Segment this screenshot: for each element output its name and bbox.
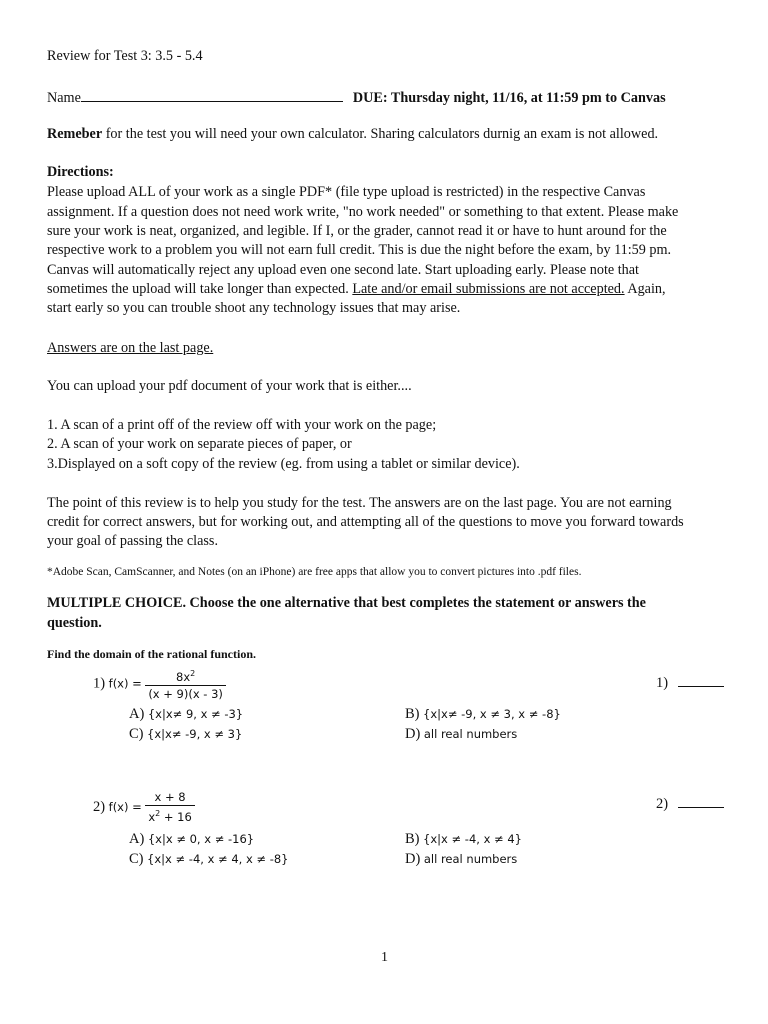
name-line bbox=[47, 87, 666, 107]
question-2 bbox=[93, 790, 195, 825]
denominator: (x + 9)(x - 3) bbox=[148, 687, 223, 701]
numerator: $8x^2$ bbox=[145, 666, 226, 686]
answer-slot-1[interactable] bbox=[656, 674, 724, 692]
answer-label: 1) bbox=[656, 675, 669, 691]
document-title: Review for Test 3: 3.5 - 5.4 bbox=[47, 48, 203, 64]
directions-line: Please upload ALL of your work as a single PDF* (file type upload is restricted) in the respective Canvas bbox=[47, 184, 646, 200]
purpose-line: credit for correct answers, but for working out, and attempting all of the questions to move you forward towards bbox=[47, 514, 684, 530]
rational-expression bbox=[145, 666, 226, 702]
purpose-line: your goal of passing the class. bbox=[47, 533, 219, 549]
apps-note: *Adobe Scan, CamScanner, and Notes (on an iPhone) are free apps that allow you to convert pictures into .pdf files. bbox=[47, 566, 582, 578]
late-submission-warning: Late and/or email submissions are not accepted. bbox=[352, 281, 625, 297]
upload-option: 2. A scan of your work on separate pieces of paper, or bbox=[47, 436, 352, 452]
name-blank[interactable] bbox=[81, 87, 343, 102]
directions-line: sure your work is neat, organized, and legible. If I, or the grader, cannot read it or have to hunt around for the bbox=[47, 223, 667, 239]
upload-option: 1. A scan of a print off of the review off with your work on the page; bbox=[47, 417, 437, 433]
option-a[interactable]: A) {x|x ≠ 0, x ≠ -16} bbox=[129, 831, 255, 847]
answer-label: 2) bbox=[656, 796, 669, 812]
question-1 bbox=[93, 666, 226, 702]
option-b[interactable]: B) {x|x ≠ -4, x ≠ 4} bbox=[405, 831, 522, 847]
purpose-line: The point of this review is to help you study for the test. The answers are on the last page. You are not earning bbox=[47, 495, 672, 511]
question-number: 2) bbox=[93, 798, 106, 815]
option-a[interactable]: A) {x|x≠ 9, x ≠ -3} bbox=[129, 706, 244, 722]
directions-line6-post: Again, bbox=[624, 281, 666, 297]
directions-line bbox=[47, 281, 666, 298]
directions-line: start early so you can trouble shoot any technology issues that may arise. bbox=[47, 300, 461, 316]
answers-note: Answers are on the last page. bbox=[47, 340, 214, 356]
numerator: x + 8 bbox=[145, 790, 195, 806]
mc-heading-line1: MULTIPLE CHOICE. Choose the one alternative that best completes the statement or answers the bbox=[47, 595, 646, 611]
answer-blank[interactable] bbox=[678, 795, 724, 808]
directions-line: Canvas will automatically reject any upload even one second late. Start uploading early. Please note that bbox=[47, 262, 640, 278]
page-number: 1 bbox=[381, 950, 388, 965]
remember-text: for the test you will need your own calculator. Sharing calculators durnig an exam is not allowed. bbox=[102, 126, 659, 142]
upload-option: 3.Displayed on a soft copy of the review (eg. from using a tablet or similar device). bbox=[47, 456, 520, 472]
question-number: 1) bbox=[93, 675, 106, 692]
remember-note bbox=[47, 126, 658, 143]
rational-expression bbox=[145, 790, 195, 825]
due-date: DUE: Thursday night, 11/16, at 11:59 pm to Canvas bbox=[352, 90, 666, 106]
answer-slot-2[interactable] bbox=[656, 795, 724, 813]
option-c[interactable]: C) {x|x≠ -9, x ≠ 3} bbox=[129, 726, 243, 742]
directions-heading: Directions: bbox=[47, 164, 114, 180]
option-d[interactable]: D) all real numbers bbox=[405, 726, 518, 742]
option-c[interactable]: C) {x|x ≠ -4, x ≠ 4, x ≠ -8} bbox=[129, 851, 289, 867]
option-b[interactable]: B) {x|x≠ -9, x ≠ 3, x ≠ -8} bbox=[405, 706, 561, 722]
directions-line6-pre: sometimes the upload will take longer than expected. bbox=[47, 281, 353, 297]
directions-line: assignment. If a question does not need work write, "no work needed" or something to that extent. Please make bbox=[47, 204, 679, 220]
function-lhs: f(x) = bbox=[108, 799, 142, 814]
directions-line: respective work to a problem you will not earn full credit. This is due the night before the exam, by 11:59 pm. bbox=[47, 242, 672, 258]
name-label: Name bbox=[47, 90, 81, 106]
function-lhs: f(x) = bbox=[108, 676, 142, 691]
mc-heading-line2: question. bbox=[47, 615, 102, 631]
option-d[interactable]: D) all real numbers bbox=[405, 851, 518, 867]
mc-instruction: Find the domain of the rational function. bbox=[47, 647, 257, 661]
answer-blank[interactable] bbox=[678, 674, 724, 687]
upload-intro: You can upload your pdf document of your work that is either.... bbox=[47, 378, 412, 394]
remember-bold: Remeber bbox=[47, 126, 103, 142]
denominator: $x^2 + 16$ bbox=[148, 809, 192, 824]
